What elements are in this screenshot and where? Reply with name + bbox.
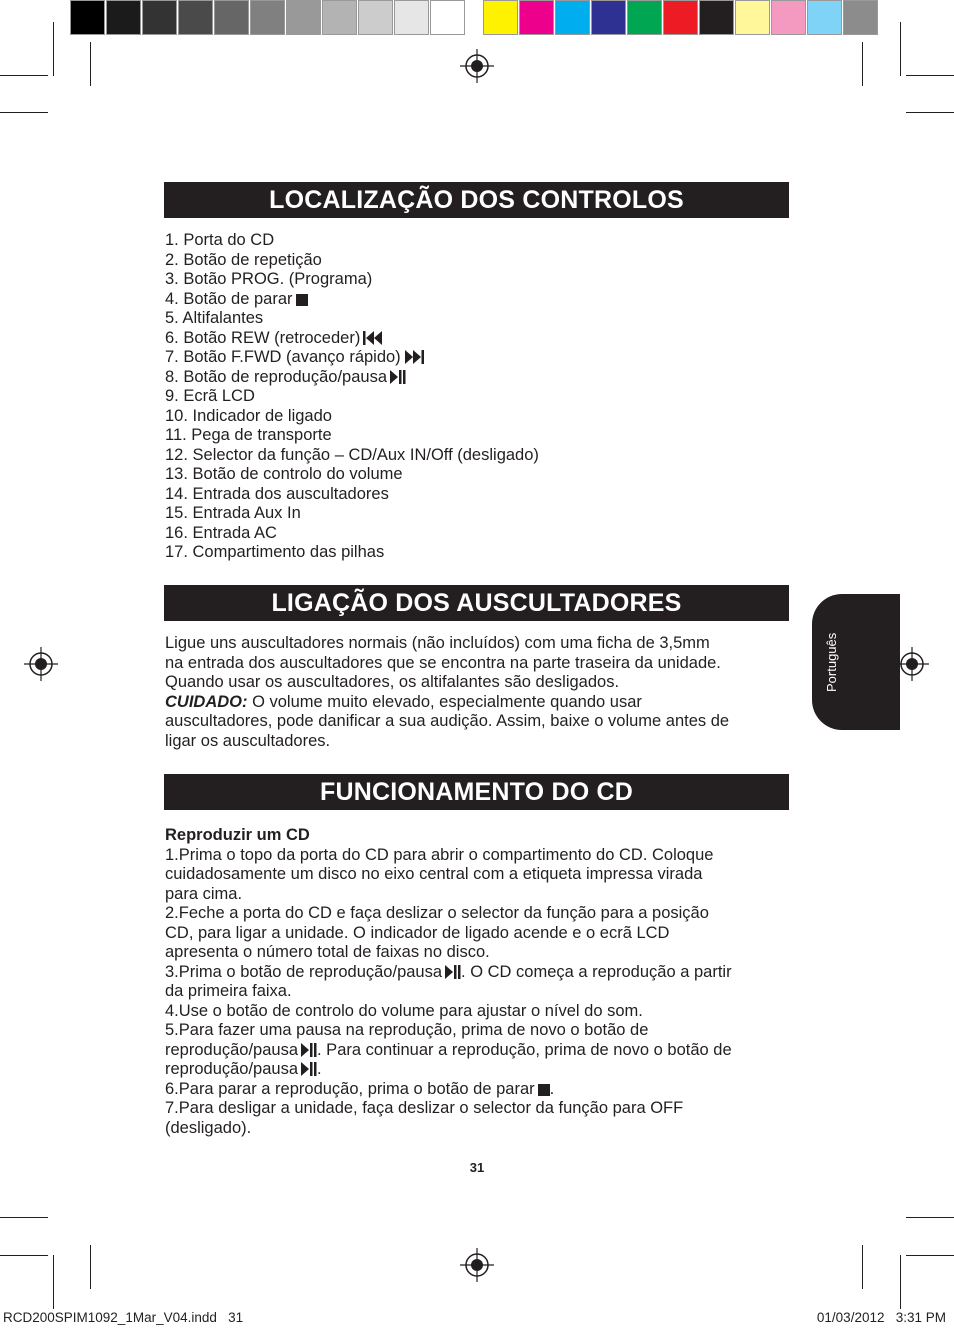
color-swatch	[430, 0, 465, 35]
controls-list	[165, 231, 795, 563]
list-item: 11. Pega de transporte	[165, 426, 332, 444]
paragraph-line: da primeira faixa.	[165, 982, 292, 1000]
list-item: 6. Botão REW (retroceder)	[165, 329, 795, 349]
paragraph-line: reprodução/pausa . Para continuar a reprodução, prima de novo o botão de	[165, 1040, 732, 1059]
file-slug: RCD200SPIM1092_1Mar_V04.indd 31	[3, 1310, 244, 1325]
list-item: 16. Entrada AC	[165, 523, 277, 542]
list-item: 4. Botão de parar	[165, 290, 795, 310]
list-item: 5. Altifalantes	[165, 309, 264, 327]
color-swatch	[663, 0, 698, 35]
paragraph-line: cuidadosamente um disco no eixo central com a etiqueta impressa virada	[165, 865, 703, 883]
crop-mark	[906, 1217, 954, 1218]
registration-mark-icon	[460, 1248, 494, 1282]
crop-mark	[906, 112, 954, 113]
stop-icon	[538, 1084, 550, 1096]
color-swatch	[771, 0, 806, 35]
list-item: 2. Botão de repetição	[165, 250, 322, 269]
crop-mark	[0, 112, 48, 113]
color-swatch	[106, 0, 141, 35]
language-tab-label: Português	[824, 632, 839, 692]
color-swatch	[627, 0, 662, 35]
headphones-text	[165, 634, 795, 751]
crop-mark	[900, 1255, 901, 1309]
paragraph-line: na entrada dos auscultadores que se encontra na parte traseira da unidade.	[165, 653, 721, 672]
list-item: 3. Botão PROG. (Programa)	[165, 270, 373, 288]
crop-mark	[0, 1217, 48, 1218]
registration-mark-icon	[895, 647, 929, 681]
color-swatch	[699, 0, 734, 35]
color-swatch	[843, 0, 878, 35]
play-pause-icon	[301, 1043, 317, 1057]
play-pause-icon	[445, 965, 461, 979]
paragraph-line: apresenta o número total de faixas no disco.	[165, 943, 490, 961]
paragraph-line: 1.Prima o topo da porta do CD para abrir o compartimento do CD. Coloque	[165, 845, 714, 864]
paragraph-line: 3.Prima o botão de reprodução/pausa . O CD começa a reprodução a partir	[165, 962, 732, 981]
list-item: 15. Entrada Aux In	[165, 504, 301, 522]
paragraph-line: 4.Use o botão de controlo do volume para ajustar o nível do som.	[165, 1001, 643, 1020]
skip-back-icon	[363, 331, 383, 345]
list-item: 14. Entrada dos auscultadores	[165, 484, 389, 503]
crop-mark	[0, 1255, 48, 1256]
color-swatch	[555, 0, 590, 35]
paragraph-line: 2.Feche a porta do CD e faça deslizar o selector da função para a posição	[165, 904, 709, 922]
crop-mark	[862, 42, 863, 86]
color-swatch	[591, 0, 626, 35]
crop-mark	[90, 42, 91, 86]
registration-mark-icon	[24, 647, 58, 681]
list-item: 7. Botão F.FWD (avanço rápido)	[165, 348, 795, 368]
gray-calibration-bar	[70, 0, 466, 38]
caution-label: CUIDADO:	[165, 692, 248, 711]
crop-mark	[0, 75, 48, 76]
list-item: 9. Ecrã LCD	[165, 387, 255, 405]
color-swatch	[735, 0, 770, 35]
list-item: 10. Indicador de ligado	[165, 406, 332, 425]
color-swatch	[322, 0, 357, 35]
list-item: 1. Porta do CD	[165, 231, 275, 249]
paragraph-line: reprodução/pausa .	[165, 1060, 322, 1078]
paragraph-line: ligar os auscultadores.	[165, 731, 331, 750]
paragraph-line: 6.Para parar a reprodução, prima o botão de parar .	[165, 1079, 555, 1098]
crop-mark	[862, 1245, 863, 1289]
crop-mark	[900, 22, 901, 76]
date-slug: 01/03/2012 3:31 PM	[816, 1310, 946, 1325]
color-swatch	[286, 0, 321, 35]
play-pause-icon	[390, 370, 406, 384]
list-item: 13. Botão de controlo do volume	[165, 465, 403, 483]
color-swatch	[250, 0, 285, 35]
skip-forward-icon	[404, 350, 424, 364]
stop-icon	[296, 294, 308, 306]
color-swatch	[142, 0, 177, 35]
color-swatch	[394, 0, 429, 35]
play-pause-icon	[301, 1062, 317, 1076]
headphones-section-title: LIGAÇÃO DOS AUSCULTADORES	[164, 585, 789, 621]
controls-section-title: LOCALIZAÇÃO DOS CONTROLOS	[164, 182, 789, 218]
paragraph-line: Quando usar os auscultadores, os altifalantes são desligados.	[165, 673, 620, 691]
subsection-title: Reproduzir um CD	[165, 826, 310, 844]
crop-mark	[906, 1255, 954, 1256]
page-number: 31	[469, 1160, 485, 1175]
paragraph-line: auscultadores, pode danificar a sua audição. Assim, baixe o volume antes de	[165, 712, 730, 730]
color-swatch	[807, 0, 842, 35]
crop-mark	[90, 1245, 91, 1289]
list-item: 12. Selector da função – CD/Aux IN/Off (desligado)	[165, 445, 539, 464]
paragraph-line: 5.Para fazer uma pausa na reprodução, prima de novo o botão de	[165, 1021, 649, 1039]
color-swatch	[214, 0, 249, 35]
crop-mark	[906, 75, 954, 76]
paragraph-line: 7.Para desligar a unidade, faça deslizar o selector da função para OFF	[165, 1099, 684, 1117]
cd-section-title: FUNCIONAMENTO DO CD	[164, 774, 789, 810]
color-swatch	[483, 0, 518, 35]
paragraph-line: para cima.	[165, 884, 243, 903]
cd-text	[165, 826, 795, 1138]
color-swatch	[358, 0, 393, 35]
color-swatch	[70, 0, 105, 35]
color-swatch	[178, 0, 213, 35]
list-item: 17. Compartimento das pilhas	[165, 543, 385, 561]
paragraph-line: CD, para ligar a unidade. O indicador de ligado acende e o ecrã LCD	[165, 923, 670, 942]
color-calibration-bar	[483, 0, 879, 38]
paragraph-line: (desligado).	[165, 1118, 252, 1137]
caution-line: CUIDADO: O volume muito elevado, especialmente quando usar	[165, 692, 642, 711]
crop-mark	[53, 22, 54, 76]
list-item: 8. Botão de reprodução/pausa	[165, 368, 795, 388]
registration-mark-icon	[460, 49, 494, 83]
paragraph-line: Ligue uns auscultadores normais (não incluídos) com uma ficha de 3,5mm	[165, 634, 710, 652]
color-swatch	[519, 0, 554, 35]
crop-mark	[53, 1255, 54, 1309]
